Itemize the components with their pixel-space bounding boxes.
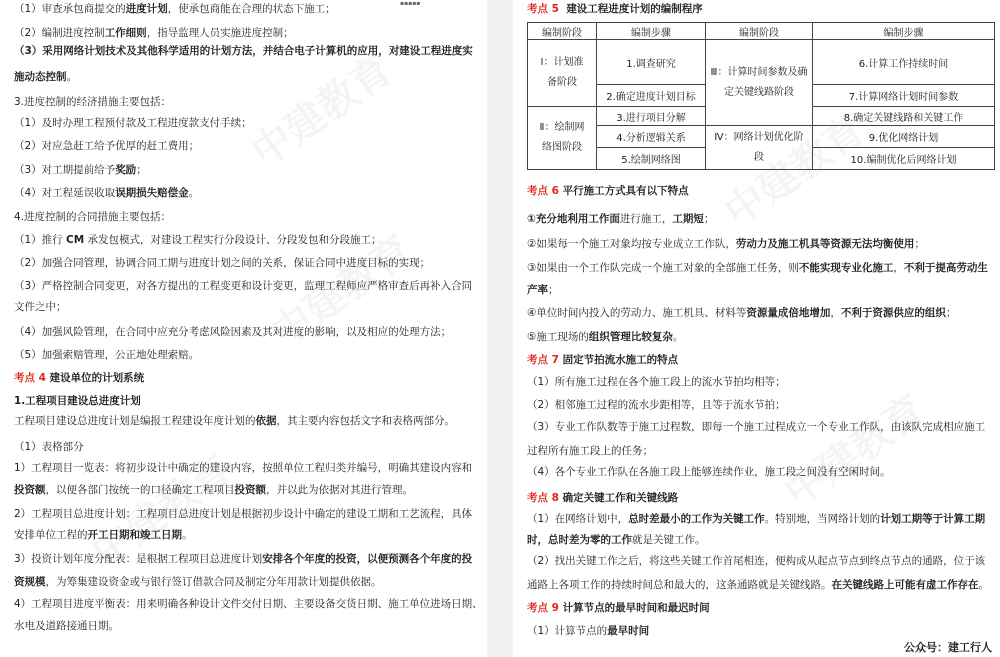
text-span: （1）推行	[14, 234, 67, 246]
text-span: （3）专业工作队数等于施工过程数，即每一个施工过程成立一个专业工作队，由该队完成相应施工	[527, 421, 986, 433]
text-line	[14, 300, 67, 314]
text-span: 1.工程项目建设总进度计划	[14, 395, 141, 407]
text-span: 平行施工方式具有以下特点	[558, 185, 689, 197]
table-header-cell: 编制阶段	[706, 23, 813, 40]
compilation-procedure-table	[527, 22, 995, 170]
right-document-page	[513, 0, 1000, 657]
text-span: ⑤施工现场的	[527, 331, 589, 343]
text-span: 依据	[255, 415, 277, 427]
text-span: ，并以此为依据对其进行管理。	[266, 484, 413, 496]
step-cell: 10.编制优化后网络计划	[813, 148, 995, 170]
text-span: ；	[548, 284, 559, 296]
text-line	[527, 624, 649, 638]
text-span: 。	[672, 331, 684, 343]
text-span: （1）表格部分	[14, 441, 84, 453]
page-gutter	[487, 0, 513, 657]
step-cell: 5.绘制网络图	[597, 148, 706, 170]
text-span: （3）对工期提前给予	[14, 164, 116, 176]
text-line	[527, 375, 786, 389]
kaodian-tag: 考点 4	[14, 372, 46, 384]
text-span: 工作细则	[104, 27, 147, 39]
text-span: 水电及道路接通日期。	[14, 620, 119, 632]
text-span: 进度计划	[125, 3, 168, 15]
text-line	[14, 163, 147, 177]
text-line	[14, 528, 193, 542]
text-line	[14, 394, 141, 408]
text-span: （3）采用网络计划技术及其他科学适用的计划方法，并结合电子计算机的应用，	[14, 45, 389, 57]
step-cell: 3.进行项目分解	[597, 107, 706, 126]
text-span: ，其主要内容包括文字和表格两部分。	[276, 415, 455, 427]
text-line	[527, 420, 985, 434]
text-line	[14, 440, 84, 454]
step-cell: 8.确定关键线路和关键工作	[813, 107, 995, 126]
text-span: 投资额	[14, 484, 46, 496]
text-line	[527, 212, 714, 226]
text-line	[527, 444, 653, 458]
text-line	[527, 465, 891, 479]
text-span: ；	[914, 238, 925, 250]
text-line	[14, 483, 413, 497]
text-span: 产率	[527, 284, 548, 296]
step-cell: 2.确定进度计划目标	[597, 85, 706, 107]
text-span: ，使承包商能在合理的状态下施工；	[167, 3, 336, 15]
text-span: 误期损失赔偿金	[115, 187, 189, 199]
step-cell: 4.分析逻辑关系	[597, 126, 706, 148]
text-line	[14, 186, 199, 200]
text-line	[14, 619, 119, 633]
table-header-cell: 编制阶段	[528, 23, 597, 40]
text-span: 总时差最小的工作为关键工作	[628, 513, 765, 525]
text-span: 计算节点的最早时间和最迟时间	[558, 602, 710, 614]
text-span: 3）投资计划年度分配表：是根据工程项目总进度计划	[14, 553, 263, 565]
text-span: （2）相邻施工过程的流水步距相等，且等于流水节拍；	[527, 399, 786, 411]
text-span: 不利于提高劳动生	[903, 262, 988, 274]
text-span: ②如果每一个施工对象均按专业成立工作队，	[527, 238, 736, 250]
kaodian-tag: 考点 5	[527, 3, 559, 15]
section-title: 建设工程进度计划的编制程序	[566, 3, 703, 15]
text-span: 在关键线路上可能有虚工作存在	[831, 579, 979, 591]
text-line	[527, 261, 988, 275]
text-line	[527, 237, 925, 251]
text-span: 。	[182, 529, 193, 541]
text-line	[527, 533, 706, 547]
text-span: （1）及时办理工程预付款及工程进度款支付手续；	[14, 117, 252, 129]
text-span: 安排各个年度的投资，以便预测各个年度的投	[262, 553, 473, 565]
text-line	[14, 95, 171, 109]
text-span: （1）在网络计划中，	[527, 513, 629, 525]
text-line	[14, 461, 472, 475]
table-header-cell: 编制步骤	[597, 23, 706, 40]
text-line	[14, 26, 294, 40]
text-span: 通路上各项工作的持续时间总和最大的，这条通路就是关键线路。	[527, 579, 832, 591]
text-span: 固定节拍流水施工的特点	[558, 354, 679, 366]
text-span: 。特别地，当网络计划的	[764, 513, 881, 525]
text-line	[527, 184, 689, 198]
table-header-row	[528, 23, 995, 40]
text-line	[527, 512, 985, 526]
text-line	[14, 597, 483, 611]
text-span: （1）所有施工过程在各个施工段上的流水节拍均相等；	[527, 376, 786, 388]
text-span: ①充分地利用工作面	[527, 213, 620, 225]
text-span: 就是关键工作。	[632, 534, 706, 546]
text-span: 建设单位的计划系统	[45, 372, 145, 384]
kaodian-tag: 考点 6	[527, 185, 559, 197]
text-span: 投资额	[234, 484, 266, 496]
text-line	[527, 330, 683, 344]
text-span: （5）加强索赔管理，公正地处理索赔。	[14, 349, 200, 361]
text-span: ；	[703, 213, 715, 225]
text-span: ；	[945, 307, 957, 319]
text-line	[527, 306, 956, 320]
phase-cell: Ⅲ：计算时间参数及确定关键线路阶段	[706, 40, 813, 126]
text-span: 资源量成倍地增加	[746, 307, 831, 319]
text-line	[527, 491, 678, 505]
text-span: （2）加强合同管理，协调合同工期与进度计划之间的关系，保证合同中进度目标的实现；	[14, 257, 431, 269]
text-span: 开工日期和竣工日期	[87, 529, 182, 541]
section-heading-5	[527, 2, 703, 16]
text-span: ，指导监理人员实施进度控制；	[146, 27, 294, 39]
text-span: 计划工期等于计算工期	[880, 513, 986, 525]
text-line	[14, 256, 430, 270]
text-span: ，为筹集建设资金或与银行签订借款合同及制定分年用款计划提供依据。	[45, 576, 382, 588]
text-span: （3）严格控制合同变更，对各方提出的工程变更和设计变更，监理工程师应严格审查后再补入合同	[14, 280, 473, 292]
text-span: 最早时间	[607, 625, 650, 637]
text-line	[14, 279, 472, 293]
text-line	[14, 325, 451, 339]
text-line	[14, 507, 472, 521]
step-cell: 7.计算网络计划时间参数	[813, 85, 995, 107]
text-span: 组织管理比较复杂	[588, 331, 673, 343]
text-line	[527, 578, 989, 592]
text-line	[527, 601, 710, 615]
text-span: （2）对应急赶工给予优厚的赶工费用；	[14, 140, 200, 152]
text-span: 奖励	[115, 164, 137, 176]
text-line	[14, 348, 199, 362]
text-span: ；	[136, 164, 147, 176]
text-span: 对建设工程进度实	[388, 45, 473, 57]
text-span: ④单位时间内投入的劳动力、施工机具、材料等	[527, 307, 747, 319]
text-span: 劳动力及施工机具等资源无法均衡使用	[735, 238, 915, 250]
text-span: 工程项目建设总进度计划是编报工程建设年度计划的	[14, 415, 256, 427]
text-line	[527, 283, 559, 297]
step-cell: 9.优化网络计划	[813, 126, 995, 148]
text-line	[14, 116, 252, 130]
text-span: （2）编制进度控制	[14, 27, 105, 39]
text-span: 。	[978, 579, 989, 591]
text-line	[14, 139, 199, 153]
text-span: （2）找出关键工作之后，将这些关键工作首尾相连，便构成从起点节点到终点节点的通路，位于该	[527, 555, 986, 567]
text-line	[14, 575, 382, 589]
text-line	[14, 414, 455, 428]
text-span: 过程所有施工段上的任务；	[527, 445, 653, 457]
text-span: CM	[66, 234, 85, 246]
text-span: 2）工程项目总进度计划：工程项目总进度计划是根据初步设计中确定的建设工期和工艺流程，具体	[14, 508, 473, 520]
table-header-cell: 编制步骤	[813, 23, 995, 40]
watermark	[771, 379, 935, 517]
footer-account: 公众号：建工行人	[904, 641, 992, 654]
text-span: ，以便各部门按统一的口径确定工程项目	[45, 484, 235, 496]
text-span: 3.进度控制的经济措施主要包括：	[14, 96, 172, 108]
text-span: 不利于资源供应的组织	[840, 307, 946, 319]
text-span: （4）加强风险管理，在合同中应充分考虑风险因素及其对进度的影响，以及相应的处理方法；	[14, 326, 452, 338]
text-span: 进行施工，	[619, 213, 673, 225]
text-span: 文件之中；	[14, 301, 67, 313]
phase-cell: Ⅰ：计划准备阶段	[528, 40, 597, 107]
text-line	[14, 70, 77, 84]
text-span: 4.进度控制的合同措施主要包括：	[14, 211, 172, 223]
text-line	[527, 353, 678, 367]
text-line	[14, 233, 382, 247]
text-line	[14, 552, 472, 566]
text-span: 确定关键工作和关键线路	[558, 492, 679, 504]
kaodian-tag: 考点 7	[527, 354, 559, 366]
table-row	[528, 40, 995, 85]
text-line	[14, 44, 473, 58]
text-span: 资规模	[14, 576, 46, 588]
watermark	[238, 39, 402, 177]
text-span: 1）工程项目一览表：将初步设计中确定的建设内容，按照单位工程归类并编号，明确其建设内容和	[14, 462, 473, 474]
text-span: ③如果由一个工作队完成一个施工对象的全部施工任务，则	[527, 262, 799, 274]
text-span: 4）工程项目进度平衡表：用来明确各种设计文件交付日期、主要设备交货日期、施工单位进场日期、	[14, 598, 483, 610]
text-line	[14, 210, 171, 224]
step-cell: 6.计算工作持续时间	[813, 40, 995, 85]
text-span: （4）各个专业工作队在各施工段上能够连续作业，施工段之间没有空闲时间。	[527, 466, 891, 478]
left-document-page	[0, 0, 487, 657]
text-span: 时，总时差为零的工作	[527, 534, 632, 546]
text-span: 工期短	[672, 213, 704, 225]
text-span: 。	[188, 187, 200, 199]
text-line	[14, 2, 336, 16]
text-span: （4）对工程延误收取	[14, 187, 116, 199]
kaodian-tag: 考点 9	[527, 602, 559, 614]
text-span: 不能实现专业化施工	[798, 262, 894, 274]
text-span: 承发包模式，对建设工程实行分段设计、分段发包和分段施工；	[84, 234, 382, 246]
text-span: （1）审查承包商提交的	[14, 3, 126, 15]
text-line	[14, 371, 144, 385]
text-span: 。	[66, 71, 77, 83]
text-span: 安排单位工程的	[14, 529, 88, 541]
text-span: ，	[893, 262, 904, 274]
text-span: （1）计算节点的	[527, 625, 608, 637]
text-span: 施动态控制	[14, 71, 67, 83]
phase-cell: Ⅱ：绘制网络图阶段	[528, 107, 597, 170]
text-span: ，	[830, 307, 841, 319]
phase-cell: Ⅳ：网络计划优化阶段	[706, 126, 813, 170]
text-line	[527, 398, 786, 412]
kaodian-tag: 考点 8	[527, 492, 559, 504]
text-line	[527, 554, 985, 568]
table-row	[528, 126, 995, 148]
header-mark: ▪▪▪▪▪	[400, 0, 421, 7]
step-cell: 1.调查研究	[597, 40, 706, 85]
